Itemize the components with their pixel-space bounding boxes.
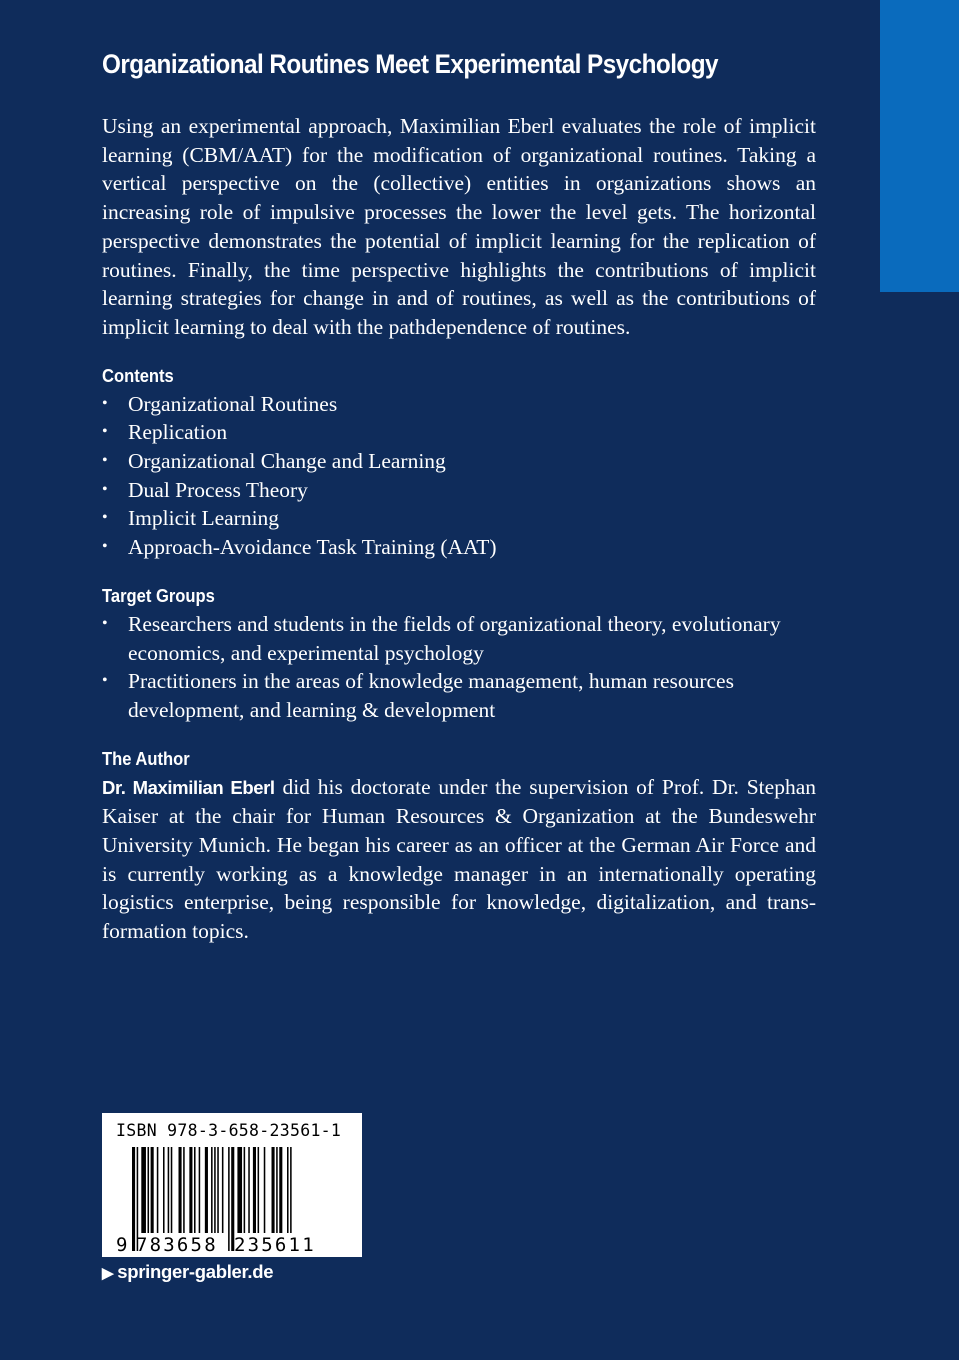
target-groups-heading: Target Groups	[102, 585, 215, 606]
author-bio	[102, 773, 816, 946]
barcode-bar	[205, 1147, 208, 1233]
bullet-icon: •	[102, 509, 108, 527]
barcode-bar	[132, 1147, 135, 1251]
barcode-bar	[222, 1147, 224, 1233]
barcode-bar	[157, 1147, 159, 1233]
author-heading: The Author	[102, 748, 190, 769]
barcode-bar	[179, 1147, 182, 1233]
bullet-icon: •	[102, 480, 108, 498]
contents-heading: Contents	[102, 365, 174, 386]
isbn-label: ISBN 978-3-658-23561-1	[116, 1121, 342, 1140]
isbn-barcode	[102, 1113, 362, 1257]
list-item: • Practitioners in the areas of knowledge management, human resources development, and learning & development	[102, 669, 734, 722]
list-item: • Organizational Change and Learning	[102, 447, 816, 476]
barcode-bar	[189, 1147, 192, 1233]
barcode-bar	[290, 1147, 292, 1233]
book-title: Organizational Routines Meet Experimental Psychology	[102, 49, 719, 79]
bullet-icon: •	[102, 452, 108, 470]
barcode-digit-lead: 9	[116, 1234, 128, 1256]
barcode-digits-right: 235611	[234, 1234, 316, 1256]
barcode-bar	[228, 1147, 230, 1251]
barcode-bar	[168, 1147, 170, 1233]
barcode-bar	[217, 1147, 219, 1233]
triangle-arrow-icon: ▶	[102, 1265, 114, 1282]
list-item: • Implicit Learning	[102, 504, 816, 533]
author-name: Dr. Maximilian Eberl	[102, 776, 275, 798]
target-groups-list	[102, 610, 816, 725]
barcode-bar	[141, 1147, 146, 1233]
list-item: • Approach-Avoidance Task Training (AAT)	[102, 533, 816, 562]
barcode-bar	[194, 1147, 196, 1233]
list-item: • Dual Process Theory	[102, 476, 816, 505]
list-item: • Researchers and students in the fields of organizational theory, evolutionary economics, and experimental psychology	[102, 611, 781, 665]
bullet-icon: •	[102, 538, 108, 556]
barcode-bar	[211, 1147, 213, 1233]
barcode-bar	[276, 1147, 278, 1233]
barcode-bar	[272, 1147, 275, 1233]
barcode-bar	[279, 1147, 282, 1233]
barcode-bar	[214, 1147, 216, 1233]
barcode-bar	[287, 1147, 289, 1233]
barcode-bar	[148, 1147, 150, 1233]
list-item: • Organizational Routines	[102, 390, 816, 419]
barcode-bar	[237, 1147, 242, 1233]
abstract-paragraph: Using an experimental approach, Maximilian Eberl evaluates the role of implicit learning (CBM/AAT) for the modification of organizational routines. Taking a vertical perspective on the (collective) entities in organizations shows an increasing role of impulsive processes the lower the level gets. The horizontal perspective demonstrates the potential of implicit learning for the replication of routines. Finally, the time perspective highlights the contributions of implicit learning strategies for change in and of routines, as well as the contributions of implicit learning to deal with the pathdependence of routines.	[102, 114, 816, 339]
publisher-website-link[interactable]	[102, 1261, 273, 1283]
bullet-icon: •	[102, 394, 108, 412]
barcode-bar	[163, 1147, 165, 1233]
barcode-bar	[248, 1147, 250, 1233]
barcode-bar	[151, 1147, 154, 1233]
barcode-bar	[183, 1147, 185, 1233]
back-cover-text	[102, 44, 816, 946]
publisher-website-text: springer-gabler.de	[117, 1261, 274, 1282]
barcode-digits-left: 783658	[136, 1234, 218, 1256]
barcode-bar	[253, 1147, 256, 1233]
contents-list	[102, 390, 816, 562]
list-item: • Replication	[102, 418, 816, 447]
bullet-icon: •	[102, 423, 108, 441]
bullet-icon: •	[102, 614, 108, 632]
barcode-bar	[258, 1147, 260, 1233]
barcode-bar	[244, 1147, 246, 1233]
barcode-bar	[199, 1147, 201, 1233]
barcode-bar	[264, 1147, 266, 1233]
blue-accent-tab	[880, 0, 959, 292]
author-bio-text: did his doctorate under the supervision of Prof. Dr. Stephan Kaiser at the chair for Human Resources & Organization at the Bundeswehr University Munich. He began his career as an officer at the German Air Force and is currently working as a knowledge manager in an internationally operating logistics enterprise, being responsible for knowledge, digitalization, and transformation topics.	[102, 774, 816, 944]
bullet-icon: •	[102, 672, 108, 690]
barcode-bar	[171, 1147, 173, 1233]
